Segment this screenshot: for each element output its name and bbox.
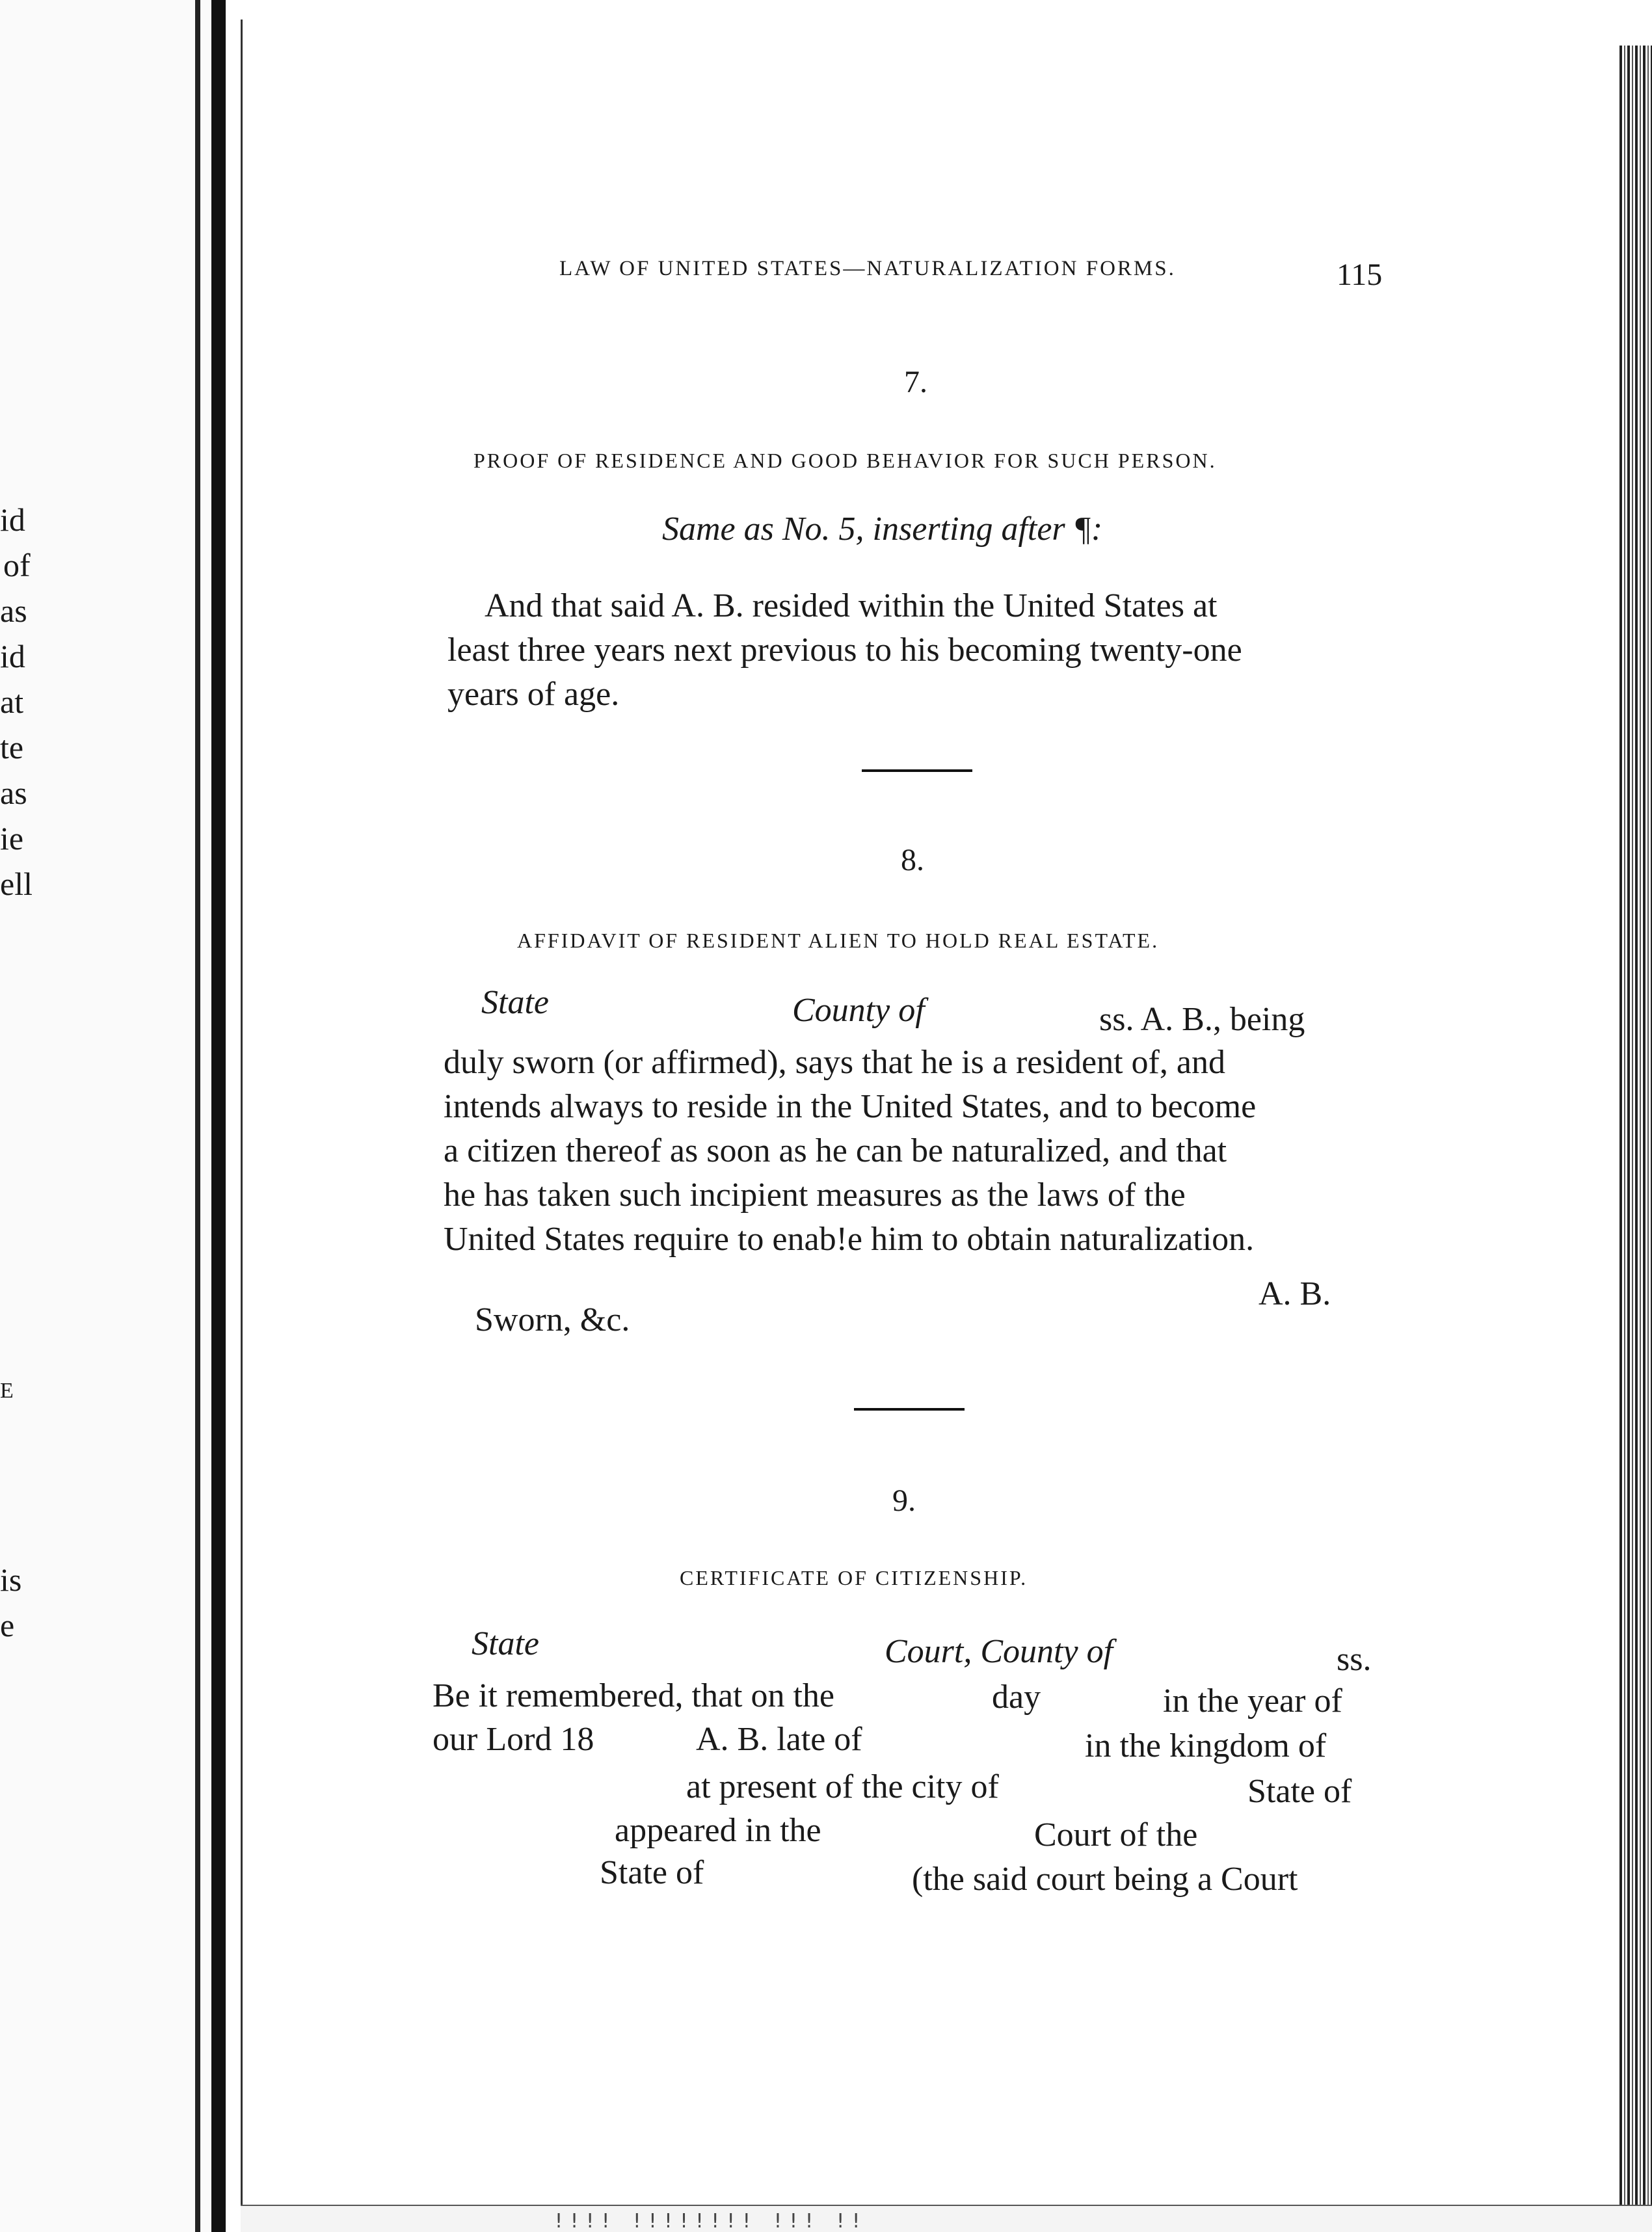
left-fragment: id xyxy=(0,501,25,538)
bottom-scan-marks: !!!! !!!!!!!! !!! !! xyxy=(553,2210,866,2232)
section-9-text: Be it remembered, that on the xyxy=(433,1677,835,1714)
section-9-court-county: Court, County of xyxy=(885,1633,1113,1670)
page-stack-edge xyxy=(1619,46,1652,2232)
running-header: LAW OF UNITED STATES—NATURALIZATION FORMS. xyxy=(559,257,1176,280)
left-fragment: ell xyxy=(0,866,33,902)
section-8-signature: A. B. xyxy=(1259,1275,1331,1312)
section-7-instruction: Same as No. 5, inserting after ¶: xyxy=(662,511,1103,548)
section-9-text: day xyxy=(992,1679,1041,1716)
section-divider xyxy=(862,769,972,772)
section-divider xyxy=(854,1408,965,1411)
section-9-text: State of xyxy=(600,1854,704,1891)
section-9-text: Court of the xyxy=(1034,1816,1198,1853)
left-fragment: is xyxy=(0,1561,22,1598)
section-9-text: our Lord 18 xyxy=(433,1721,594,1758)
left-fragment: E xyxy=(0,1379,14,1403)
book-gutter xyxy=(211,0,226,2232)
section-8-line: he has taken such incipient measures as the laws of the xyxy=(444,1176,1186,1214)
left-fragment: at xyxy=(0,684,24,720)
page-bottom-edge xyxy=(241,2205,1652,2232)
section-8-sworn: Sworn, &c. xyxy=(475,1301,630,1338)
section-9-text: A. B. late of xyxy=(696,1721,862,1758)
section-9-text: in the kingdom of xyxy=(1085,1727,1327,1764)
section-7-line: And that said A. B. resided within the United States at xyxy=(485,587,1218,624)
section-9-text: appeared in the xyxy=(615,1812,821,1849)
section-9-text: in the year of xyxy=(1163,1682,1342,1720)
section-8-county: County of xyxy=(792,992,925,1029)
left-fragment: as xyxy=(0,592,27,629)
left-fragment: ie xyxy=(0,820,24,857)
section-9-text: at present of the city of xyxy=(686,1768,999,1805)
left-fragment: id xyxy=(0,638,25,674)
section-7-title: PROOF OF RESIDENCE AND GOOD BEHAVIOR FOR SUCH PERSON. xyxy=(473,449,1217,472)
page-number: 115 xyxy=(1337,258,1383,292)
left-fragment: as xyxy=(0,775,27,811)
section-8-ss: ss. A. B., being xyxy=(1099,1001,1305,1038)
left-page-border xyxy=(195,0,200,2232)
section-8-state: State xyxy=(481,984,549,1021)
section-9-text: State of xyxy=(1247,1773,1352,1810)
section-7-number: 7. xyxy=(904,365,927,399)
section-8-line: a citizen thereof as soon as he can be naturalized, and that xyxy=(444,1132,1227,1169)
section-8-line: United States require to enab!e him to obtain naturalization. xyxy=(444,1221,1255,1258)
section-9-title: CERTIFICATE OF CITIZENSHIP. xyxy=(680,1566,1028,1589)
section-8-title: AFFIDAVIT OF RESIDENT ALIEN TO HOLD REAL ESTATE. xyxy=(517,929,1160,952)
section-9-number: 9. xyxy=(892,1483,916,1518)
section-7-line: least three years next previous to his becoming twenty-one xyxy=(447,631,1242,669)
section-8-number: 8. xyxy=(901,843,924,877)
section-9-text: (the said court being a Court xyxy=(912,1861,1298,1898)
section-7-line: years of age. xyxy=(447,676,620,713)
section-9-state: State xyxy=(472,1625,539,1662)
section-8-line: intends always to reside in the United States, and to become xyxy=(444,1088,1257,1125)
section-9-ss: ss. xyxy=(1337,1641,1372,1678)
left-fragment: e xyxy=(0,1607,15,1643)
section-8-line: duly sworn (or affirmed), says that he is a resident of, and xyxy=(444,1044,1225,1081)
left-page-edge xyxy=(0,0,211,2232)
left-fragment: te xyxy=(0,729,24,765)
left-fragment: of xyxy=(3,547,31,583)
